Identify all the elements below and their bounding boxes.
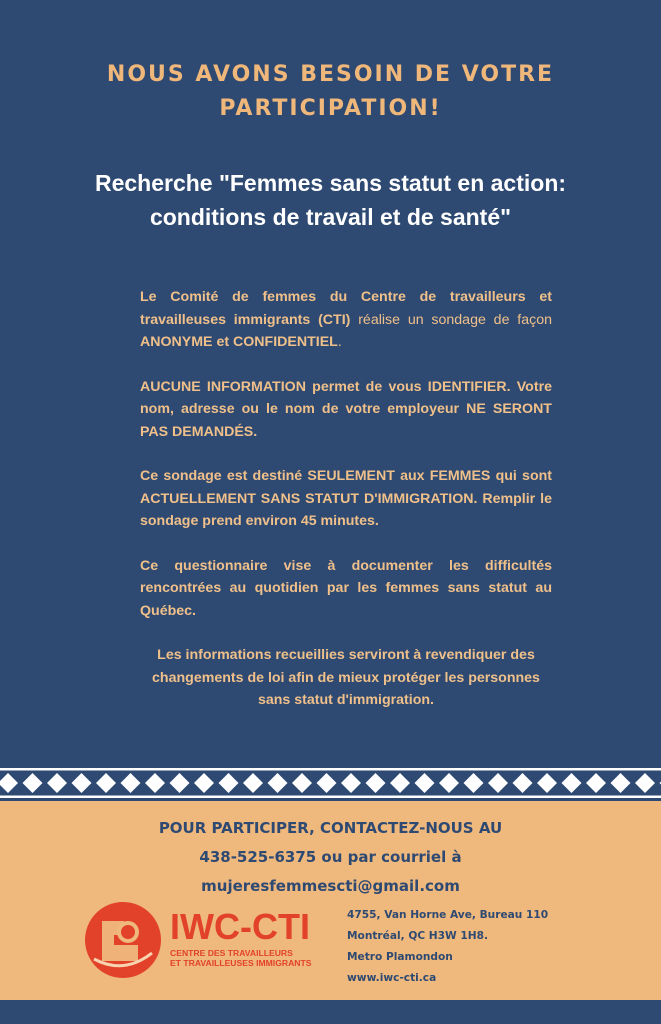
- diamond-shape: [415, 773, 435, 793]
- period: .: [337, 334, 342, 350]
- diamond-border: [0, 765, 661, 801]
- diamond-pattern: [0, 765, 661, 801]
- paragraph-no-identification: [140, 376, 552, 444]
- diamond-shape: [586, 773, 606, 793]
- not-asked-text: NE SERONT PAS DEMANDÉS.: [140, 401, 552, 440]
- diamond-shape: [170, 773, 190, 793]
- diamond-shape: [145, 773, 165, 793]
- eligibility-text-a: Ce sondage est destiné: [140, 468, 308, 484]
- body-text: [140, 286, 552, 734]
- headline-line-1: NOUS AVONS BESOIN DE VOTRE: [106, 62, 555, 87]
- diamond-shape: [219, 773, 239, 793]
- diamond-shape: [268, 773, 288, 793]
- no-identification-text: AUCUNE INFORMATION permet de vous IDENTIFIER. Votre nom, adresse ou le nom de votre employeur: [140, 378, 552, 417]
- diamond-shape: [439, 773, 459, 793]
- logo-subtitle: [170, 948, 311, 968]
- address-street: 4755, Van Horne Ave, Bureau 110: [347, 909, 549, 921]
- iwc-cti-logo-icon: [84, 901, 162, 979]
- eligibility-women-only: SEULEMENT aux FEMMES: [307, 468, 491, 484]
- paragraph-survey-intro: [140, 286, 552, 354]
- address-block: [347, 905, 548, 989]
- diamond-shape: [366, 773, 386, 793]
- diamond-shape: [317, 773, 337, 793]
- footer-strip: [0, 1000, 661, 1024]
- diamond-shape: [47, 773, 67, 793]
- diamond-shape: [72, 773, 92, 793]
- research-title-line-2: conditions de travail et de santé": [149, 204, 512, 230]
- research-title-line-1: Recherche "Femmes sans statut en action:: [94, 170, 567, 196]
- eligibility-text-c: qui sont: [490, 468, 552, 484]
- contact-block: [0, 814, 661, 901]
- diamond-shape: [611, 773, 631, 793]
- contact-email[interactable]: mujeresfemmescti@gmail.com: [201, 877, 460, 895]
- eligibility-duration: . Remplir le sondage prend environ 45 minutes.: [140, 490, 552, 529]
- logo-subtitle-line-1: CENTRE DES TRAVAILLEURS: [170, 948, 293, 958]
- contact-phone[interactable]: 438-525-6375 ou par courriel à: [199, 848, 462, 866]
- diamond-shape: [23, 773, 43, 793]
- address-metro: Metro Plamondon: [347, 951, 453, 963]
- paragraph-eligibility: [140, 465, 552, 533]
- diamond-shape: [635, 773, 655, 793]
- committee-name: Le Comité de femmes du Centre de travailleurs et travailleuses immigrants (CTI): [140, 289, 552, 328]
- diamond-shape: [464, 773, 484, 793]
- research-title: [0, 166, 661, 234]
- paragraph-outcome: Les informations recueillies serviront à revendiquer des changements de loi afin de mieux protéger les personnes sans statut d'immigration.: [152, 647, 540, 708]
- diamond-shape: [390, 773, 410, 793]
- eligibility-no-status: ACTUELLEMENT SANS STATUT D'IMMIGRATION: [140, 490, 474, 507]
- survey-intro-text: réalise un sondage de façon: [350, 311, 552, 328]
- address-website[interactable]: www.iwc-cti.ca: [347, 972, 437, 984]
- diamond-shape: [562, 773, 582, 793]
- address-city: Montréal, QC H3W 1H8.: [347, 930, 489, 942]
- diamond-shape: [96, 773, 116, 793]
- diamond-shape: [537, 773, 557, 793]
- diamond-shape: [121, 773, 141, 793]
- diamond-shape: [488, 773, 508, 793]
- headline-line-2: PARTICIPATION!: [219, 96, 442, 121]
- diamond-shape: [341, 773, 361, 793]
- diamond-shape: [194, 773, 214, 793]
- logo-subtitle-line-2: ET TRAVAILLEUSES IMMIGRANTS: [170, 958, 312, 968]
- anonymous-confidential: ANONYME et CONFIDENTIEL: [140, 334, 338, 350]
- contact-heading: POUR PARTICIPER, CONTACTEZ-NOUS AU: [158, 819, 503, 837]
- diamond-shape: [513, 773, 533, 793]
- headline: [0, 58, 661, 126]
- diamond-shape: [292, 773, 312, 793]
- diamond-shape: [243, 773, 263, 793]
- diamond-shape: [0, 773, 18, 793]
- logo-name: IWC-CTI: [170, 906, 310, 947]
- paragraph-purpose: Ce questionnaire vise à documenter les difficultés rencontrées au quotidien par les femmes sans statut au Québec.: [140, 557, 552, 619]
